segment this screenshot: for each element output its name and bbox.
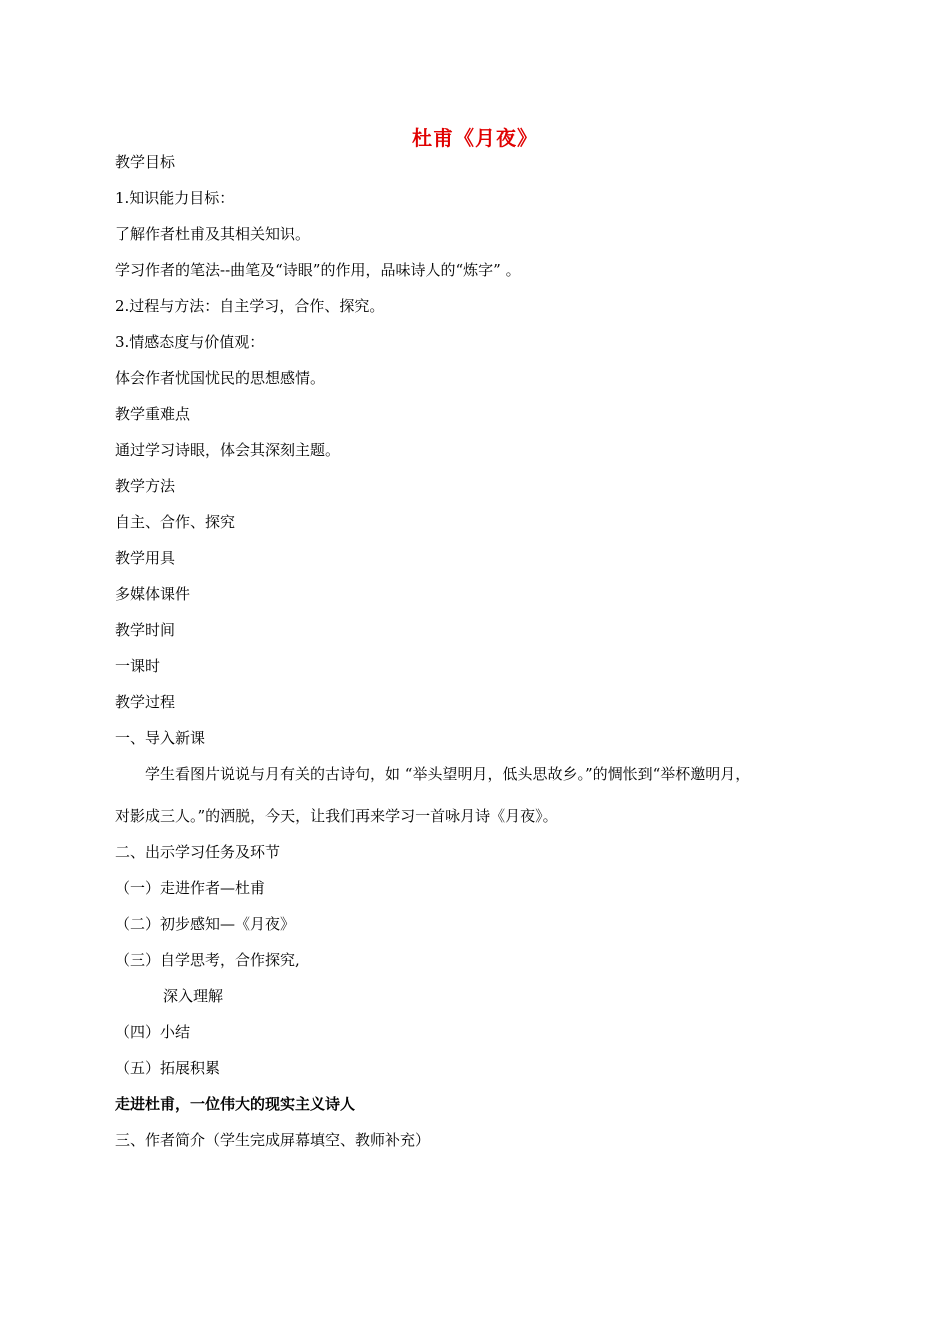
key-difficulty-text: 通过学习诗眼，体会其深刻主题。: [115, 441, 341, 459]
task-item-3: （三）自学思考，合作探究,: [115, 951, 300, 969]
heading-teaching-time: 教学时间: [115, 621, 176, 639]
section-1-heading: 一、导入新课: [115, 729, 206, 747]
goal-knowledge-heading: 1.知识能力目标：: [115, 189, 235, 207]
goal-process-method: 2.过程与方法：自主学习，合作、探究。: [115, 297, 385, 315]
section-3-heading: 三、作者简介（学生完成屏幕填空、教师补充）: [115, 1131, 431, 1149]
teaching-tools-text: 多媒体课件: [115, 585, 191, 603]
heading-teaching-tools: 教学用具: [115, 549, 176, 567]
teaching-method-text: 自主、合作、探究: [115, 513, 236, 531]
goal-emotion-item: 体会作者忧国忧民的思想感情。: [115, 369, 326, 387]
heading-teaching-method: 教学方法: [115, 477, 176, 495]
teaching-time-text: 一课时: [115, 657, 161, 675]
section-2-heading: 二、出示学习任务及环节: [115, 843, 281, 861]
bold-subheading-du-fu: 走进杜甫，一位伟大的现实主义诗人: [115, 1095, 356, 1113]
heading-key-difficulty: 教学重难点: [115, 405, 191, 423]
goal-knowledge-item-1: 了解作者杜甫及其相关知识。: [115, 225, 311, 243]
goal-emotion-heading: 3.情感态度与价值观：: [115, 333, 265, 351]
task-item-3-continuation: 深入理解: [163, 987, 224, 1005]
task-item-1: （一）走进作者—杜甫: [115, 879, 266, 897]
task-item-4: （四）小结: [115, 1023, 191, 1041]
task-item-2: （二）初步感知—《月夜》: [115, 915, 296, 933]
goal-knowledge-item-2: 学习作者的笔法--曲笔及“诗眼”的作用，品味诗人的“炼字” 。: [115, 261, 521, 279]
intro-paragraph-line-1: 学生看图片说说与月有关的古诗句，如 “举头望明月，低头思故乡。”的惆怅到“举杯邀明月，: [145, 765, 751, 783]
task-item-5: （五）拓展积累: [115, 1059, 221, 1077]
intro-paragraph-line-2: 对影成三人。”的洒脱，今天，让我们再来学习一首咏月诗《月夜》。: [115, 807, 558, 825]
document-title: 杜甫《月夜》: [412, 126, 538, 150]
heading-teaching-process: 教学过程: [115, 693, 176, 711]
heading-teaching-goals: 教学目标: [115, 153, 176, 171]
